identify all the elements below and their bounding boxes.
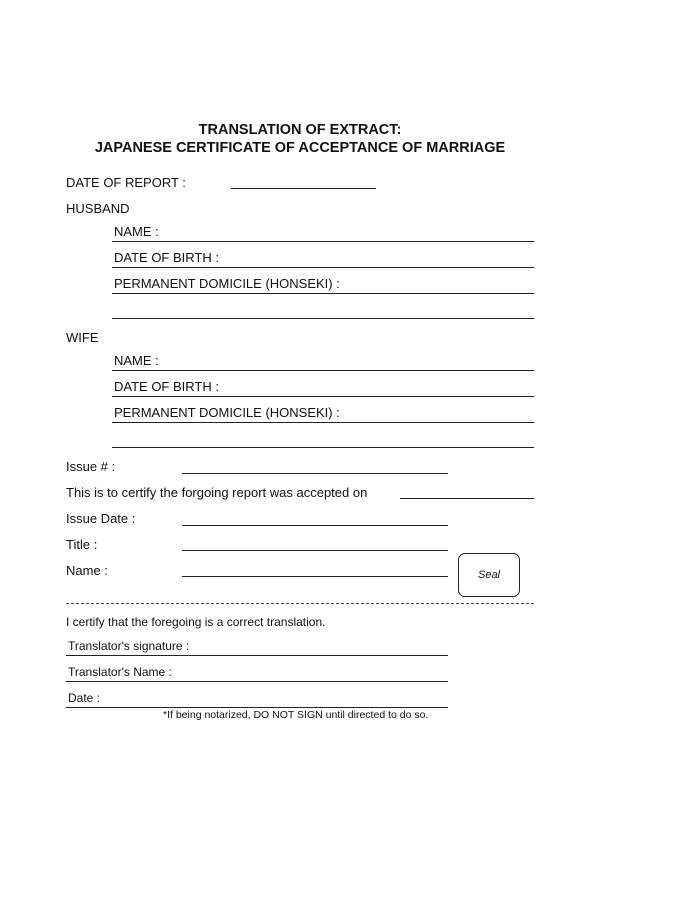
husband-dob-label: DATE OF BIRTH : — [114, 250, 219, 265]
husband-domicile-line2[interactable] — [112, 318, 534, 319]
issue-number-label: Issue # : — [66, 459, 116, 474]
seal-box — [458, 553, 520, 597]
wife-domicile-field[interactable] — [112, 405, 534, 423]
wife-section-label: WIFE — [66, 330, 99, 345]
issue-number-field[interactable] — [182, 473, 448, 474]
seal-label: Seal — [477, 569, 501, 581]
translator-signature-label: Translator's signature : — [68, 639, 190, 653]
name-label: Name : — [66, 563, 108, 578]
wife-name-label: NAME : — [114, 353, 159, 368]
translator-signature-field[interactable] — [66, 639, 448, 656]
husband-name-field[interactable] — [112, 224, 534, 242]
wife-dob-field[interactable] — [112, 379, 534, 397]
document-title-line1: TRANSLATION OF EXTRACT: — [198, 122, 402, 138]
translator-date-label: Date : — [68, 691, 101, 705]
husband-domicile-label: PERMANENT DOMICILE (HONSEKI) : — [114, 276, 340, 291]
husband-dob-field[interactable] — [112, 250, 534, 268]
translator-name-field[interactable] — [66, 665, 448, 682]
certify-accepted-text: This is to certify the forgoing report was accepted on — [66, 485, 368, 500]
name-field[interactable] — [182, 576, 448, 577]
accepted-date-field[interactable] — [400, 498, 534, 499]
title-label: Title : — [66, 537, 98, 552]
wife-name-field[interactable] — [112, 353, 534, 371]
notarization-note: *If being notarized, DO NOT SIGN until directed to do so. — [163, 709, 429, 721]
translator-certify-text: I certify that the foregoing is a correct translation. — [66, 615, 326, 629]
date-of-report-label: DATE OF REPORT : — [66, 175, 186, 190]
title-field[interactable] — [182, 550, 448, 551]
date-of-report-field[interactable] — [231, 188, 376, 189]
translator-name-label: Translator's Name : — [68, 665, 172, 679]
issue-date-label: Issue Date : — [66, 511, 136, 526]
document-title-line2: JAPANESE CERTIFICATE OF ACCEPTANCE OF MARRIAGE — [94, 140, 506, 156]
wife-dob-label: DATE OF BIRTH : — [114, 379, 219, 394]
translator-date-field[interactable] — [66, 691, 448, 708]
husband-name-label: NAME : — [114, 224, 159, 239]
husband-section-label: HUSBAND — [66, 201, 130, 216]
husband-domicile-field[interactable] — [112, 276, 534, 294]
issue-date-field[interactable] — [182, 525, 448, 526]
wife-domicile-label: PERMANENT DOMICILE (HONSEKI) : — [114, 405, 340, 420]
wife-domicile-line2[interactable] — [112, 447, 534, 448]
section-divider — [66, 603, 534, 604]
